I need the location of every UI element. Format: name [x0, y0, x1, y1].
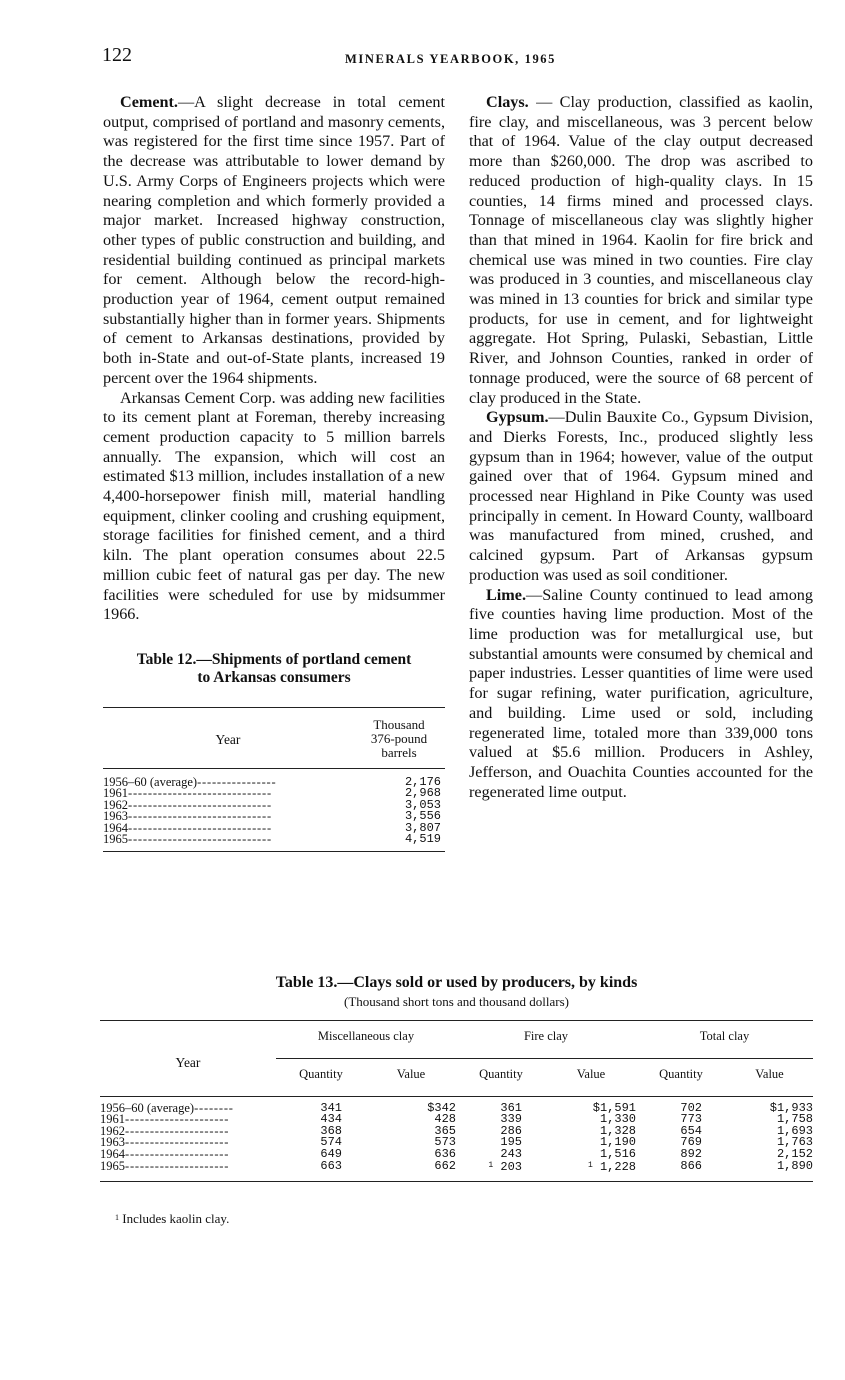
table-13-cell-value: 1,328 [599, 1123, 636, 1138]
lime-heading: Lime. [486, 585, 527, 604]
table-13-cell-value: 1,330 [599, 1112, 636, 1127]
table-12-year-label: 1964 [103, 820, 128, 835]
table-12-title-line1: Table 12.—Shipments of portland cement [136, 650, 412, 668]
table-13-cell-value: 649 [320, 1146, 342, 1161]
table-13-cell-value: 365 [434, 1123, 456, 1138]
table-13-cell-value: 1,190 [599, 1135, 636, 1150]
table-13-cell-value: 2,152 [776, 1146, 813, 1161]
table-12-year: 1965----------------------------- [103, 832, 272, 847]
table-12-year-label: 1961 [103, 786, 128, 801]
table-12 [103, 651, 445, 852]
page-number: 122 [102, 44, 132, 66]
table-12-year-label: 1956–60 (average) [103, 774, 198, 789]
table-13-total-quantity: Quantity [636, 1059, 726, 1097]
table-13-cell-value: 1,758 [776, 1112, 813, 1127]
table-13-cell-value: 368 [320, 1123, 342, 1138]
cement-text: —A slight decrease in total cement output, comprised of portland and masonry cements, was registered for the first time since 1957. Part of the decrease was attributable to lower demand by U.S. Army Corps of Engineers projects which were nearing completion and which formerly provided a major market. Increased highway construction, other types of public construction and building, and residential building continued as principal markets for cement. Although below the record-high-production year of 1964, cement output remained substantially higher than in former years. Shipments of cement to Arkansas destinations, provided by both in-State and out-of-State plants, increased 19 percent over the 1964 shipments. [103, 93, 445, 387]
table-12-value: 3,556 [404, 809, 441, 824]
table-13-year-label: 1962 [100, 1123, 125, 1138]
table-13-year-label: 1965 [100, 1159, 125, 1174]
table-13-cell-value: 1,890 [776, 1159, 813, 1174]
footnote-text: Includes kaolin clay. [122, 1211, 230, 1226]
table-13-fire-quantity [456, 1146, 546, 1161]
table-13-cell-value: 286 [500, 1123, 522, 1138]
table-13-cell-value: $1,933 [769, 1101, 813, 1115]
table-13-title: Table 13.—Clays sold or used by producers, by kinds [275, 974, 638, 991]
page-header [0, 44, 845, 74]
table-13 [100, 974, 813, 1182]
table-12-value: 2,968 [404, 786, 441, 801]
table-13-misc-quantity: Quantity [276, 1059, 366, 1097]
table-13-year: 1964--------------------- [100, 1146, 230, 1161]
table-13-cell-value: 769 [680, 1135, 702, 1150]
table-13-cell-value: 866 [680, 1159, 702, 1174]
table-13-cell-value: 195 [500, 1135, 522, 1150]
table-12-col-value-line2: 376-pound [370, 730, 428, 746]
table-13-cell-value: 203 [500, 1160, 522, 1175]
table-12-title-line2: to Arkansas consumers [197, 668, 351, 686]
table-12-year-label: 1965 [103, 832, 128, 847]
table-13-fire-value [546, 1146, 636, 1161]
table-13-cell-value: $1,591 [592, 1101, 636, 1115]
table-13-year: 1962--------------------- [100, 1123, 230, 1138]
table-13-cell-value: 663 [320, 1159, 342, 1174]
table-12-row [103, 834, 445, 845]
table-12-value: 2,176 [404, 774, 441, 789]
table-12-year: 1962----------------------------- [103, 797, 272, 812]
table-13-cell-value: $342 [427, 1101, 456, 1115]
table-13-cell-value: 573 [434, 1135, 456, 1150]
table-13-cell-value: 1,693 [776, 1123, 813, 1138]
table-13-row [100, 1160, 813, 1173]
table-13-misc-value: Value [366, 1059, 456, 1097]
table-13-year: 1956–60 (average)-------- [100, 1101, 234, 1115]
table-12-col-value-line3: barrels [381, 744, 417, 760]
footnote-ref: 1 [587, 1161, 593, 1171]
table-12-grid [103, 707, 445, 852]
table-13-cell-value: 428 [434, 1112, 456, 1127]
footnote-mark: 1 [115, 1213, 119, 1222]
table-12-col-year: Year [215, 732, 241, 748]
table-13-cell-value: 636 [434, 1146, 456, 1161]
table-13-fire-value [546, 1160, 636, 1173]
table-13-cell-value: 361 [500, 1101, 522, 1115]
clays-text: — Clay production, classified as kaolin, fire clay, and miscellaneous, was 3 percent below that of 1964. Value of the clay output decreased more than $260,000. The drop was ascribed to reduced production of high-quality clays. In 15 counties, 14 firms mined and processed clays. Tonnage of miscellaneous clay was slightly higher than that mined in 1964. Kaolin for fire brick and chemical use was mined in two counties. Fire clay was produced in 3 counties, and miscellaneous clay was mined in 13 counties for brick and similar type products, for use in cement, and for lightweight aggregate. Hot Spring, Pulaski, Sebastian, Little River, and Johnson Counties, ranked in order of tonnage produced, were the source of 68 percent of clay produced in the State. [469, 93, 813, 407]
table-12-year: 1956–60 (average)---------------- [103, 774, 277, 789]
table-13-cell-value: 1,228 [599, 1160, 636, 1175]
table-12-year: 1964----------------------------- [103, 820, 272, 835]
table-13-cell-value: 574 [320, 1135, 342, 1150]
table-13-cell-value: 662 [434, 1159, 456, 1174]
table-13-fire-quantity: Quantity [456, 1059, 546, 1097]
table-13-total-value [726, 1160, 813, 1173]
table-12-title [103, 651, 445, 687]
running-head: MINERALS YEARBOOK, 1965 [345, 52, 557, 66]
table-13-misc-value [366, 1160, 456, 1173]
table-13-year-label: 1961 [100, 1112, 125, 1127]
table-13-year: 1965--------------------- [100, 1159, 230, 1174]
table-12-year-label: 1963 [103, 809, 128, 824]
cement-paragraph [103, 93, 445, 389]
gypsum-paragraph [469, 408, 813, 585]
table-12-value: 3,053 [404, 797, 441, 812]
gypsum-heading: Gypsum. [486, 408, 549, 427]
cement-paragraph-2: Arkansas Cement Corp. was adding new facilities to its cement plant at Foreman, thereby increasing cement production capacity to 5 million barrels annually. The expansion, which will cost an estimated $13 million, includes installation of a new 4,400-horsepower finish mill, material handling equipment, clinker cooling and crushing equipment, storage facilities for finished cement, and a third kiln. The plant operation consumes about 22.5 million cubic feet of natural gas per day. The new facilities were scheduled for use by midsummer 1966. [103, 388, 445, 624]
table-13-year: 1961--------------------- [100, 1112, 230, 1127]
table-13-cell-value: 434 [320, 1112, 342, 1127]
table-13-cell-value: 892 [680, 1146, 702, 1161]
table-13-total-value: Value [726, 1059, 813, 1097]
clays-paragraph [469, 93, 813, 408]
clays-heading: Clays. [486, 93, 529, 111]
table-13-group-total: Total clay [699, 1029, 750, 1043]
table-13-group-misc: Miscellaneous clay [317, 1029, 415, 1043]
gypsum-text: —Dulin Bauxite Co., Gypsum Division, and Dierks Forests, Inc., produced slightly less gypsum than in 1964; however, value of the output gained over that of 1964. Gypsum mined and processed near Highland in Pike County was used principally in cement. In Howard County, wallboard was manufactured from mined, crushed, and calcined gypsum. Part of Arkansas gypsum production was used as soil conditioner. [469, 408, 813, 584]
table-13-year-label: 1964 [100, 1146, 125, 1161]
table-13-group-fire: Fire clay [523, 1029, 569, 1043]
table-12-year-label: 1962 [103, 797, 128, 812]
right-column [469, 93, 813, 802]
table-12-col-value [353, 712, 445, 769]
table-12-value: 4,519 [404, 832, 441, 847]
table-13-year: 1963--------------------- [100, 1135, 230, 1150]
table-13-grid [100, 1020, 813, 1182]
table-13-total-quantity [636, 1160, 726, 1173]
table-13-year-label: 1956–60 (average) [100, 1101, 195, 1115]
table-12-value: 3,807 [404, 820, 441, 835]
lime-text: —Saline County continued to lead among five counties having lime production. Most of the lime production was for metallurgical use, but substantial amounts were consumed by chemical and paper industries. Lesser quantities of lime were used for sugar refining, water purification, agriculture, and building. Lime used or sold, including regenerated lime, totaled more than 339,000 tons valued at $5.6 million. Producers in Ashley, Jefferson, and Ouachita Counties accounted for the regenerated lime output. [469, 585, 813, 801]
table-12-year: 1963----------------------------- [103, 809, 272, 824]
table-13-fire-value: Value [546, 1059, 636, 1097]
table-13-fire-quantity [456, 1160, 546, 1173]
table-12-col-value-line1: Thousand [373, 716, 425, 732]
table-12-year: 1961----------------------------- [103, 786, 272, 801]
table-13-cell-value: 339 [500, 1112, 522, 1127]
table-13-cell-value: 1,763 [776, 1135, 813, 1150]
footnote-ref: 1 [488, 1161, 494, 1171]
left-column [103, 93, 445, 852]
table-13-cell-value: 341 [320, 1101, 342, 1115]
table-13-footnote [115, 1211, 229, 1227]
table-13-cell-value: 773 [680, 1112, 702, 1127]
cement-heading: Cement. [120, 93, 178, 111]
table-13-cell-value: 654 [680, 1123, 702, 1138]
table-13-cell-value: 702 [680, 1101, 702, 1115]
table-13-cell-value: 243 [500, 1146, 522, 1161]
lime-paragraph [469, 586, 813, 803]
table-13-subtitle: (Thousand short tons and thousand dollars) [344, 994, 569, 1009]
table-13-cell-value: 1,516 [599, 1146, 636, 1161]
table-13-misc-quantity [276, 1160, 366, 1173]
table-13-year-label: 1963 [100, 1135, 125, 1150]
table-13-col-year: Year [175, 1054, 201, 1070]
